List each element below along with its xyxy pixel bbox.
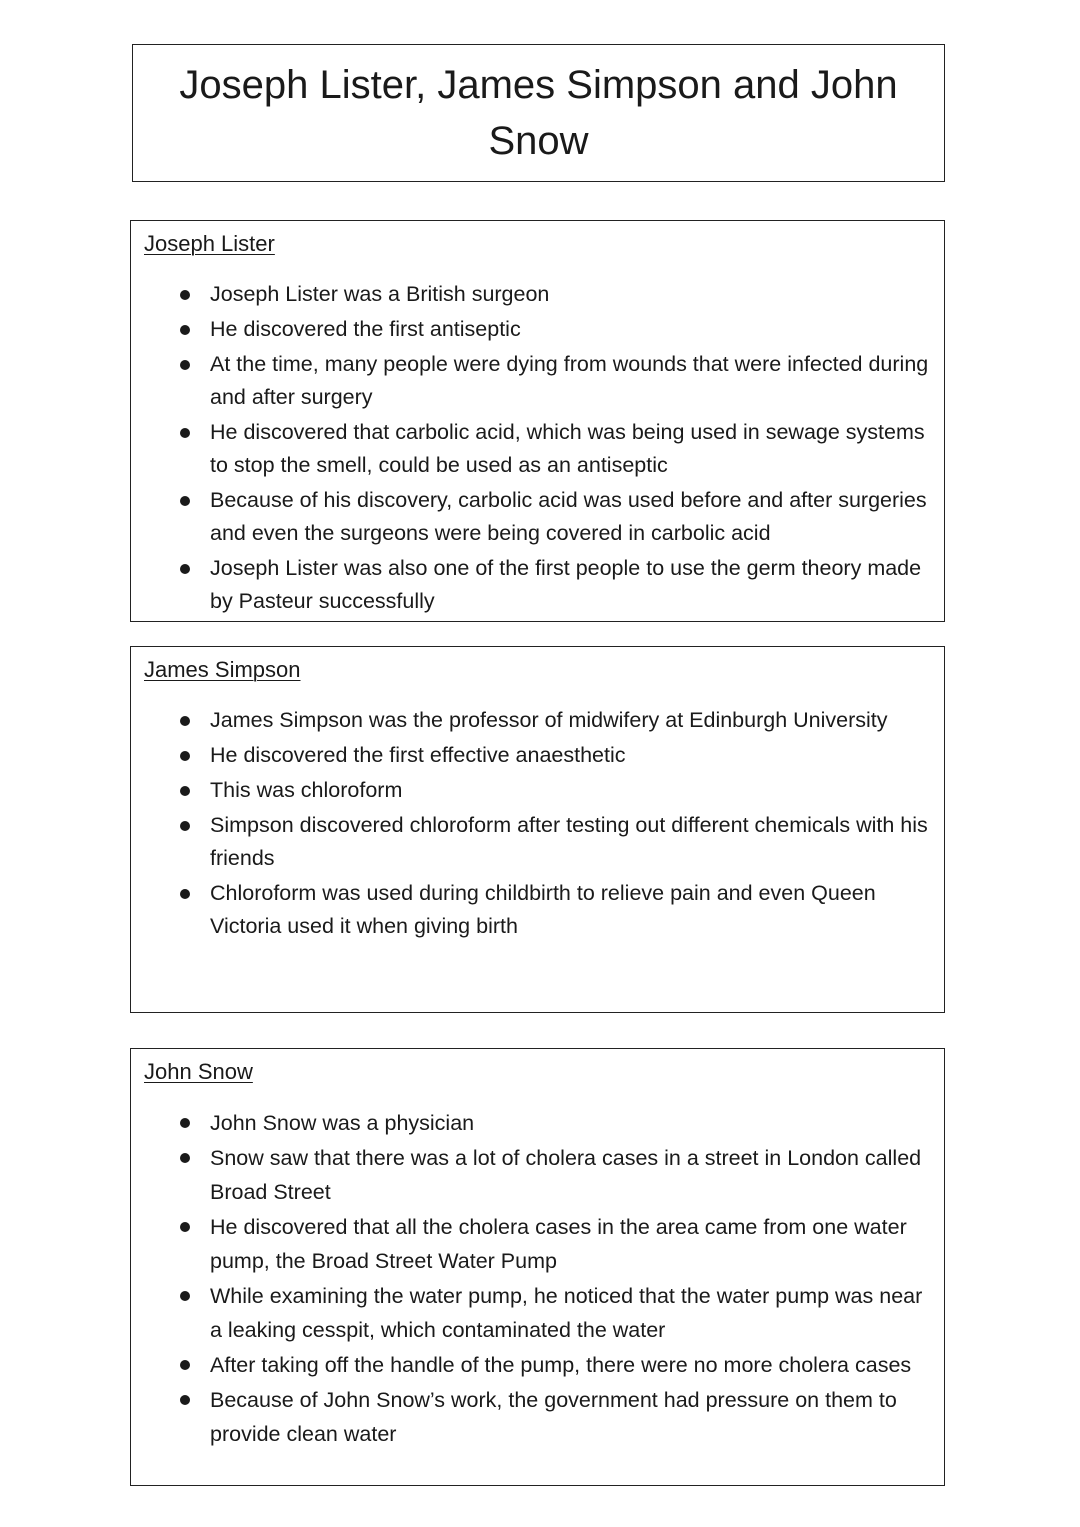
list-item: Simpson discovered chloroform after testing out different chemicals with his friends (144, 809, 932, 875)
list-item: Joseph Lister was a British surgeon (144, 278, 932, 311)
bullet-icon (180, 496, 190, 506)
list-item: At the time, many people were dying from wounds that were infected during and after surgery (144, 348, 932, 414)
bullet-list (144, 278, 932, 618)
section-james-simpson (130, 646, 945, 1013)
list-item: He discovered that all the cholera cases in the area came from one water pump, the Broad Street Water Pump (144, 1210, 932, 1278)
list-item: James Simpson was the professor of midwifery at Edinburgh University (144, 704, 932, 737)
list-item: Chloroform was used during childbirth to relieve pain and even Queen Victoria used it when giving birth (144, 877, 932, 943)
list-item: Snow saw that there was a lot of cholera cases in a street in London called Broad Street (144, 1141, 932, 1209)
bullet-icon (180, 564, 190, 574)
section-john-snow (130, 1048, 945, 1486)
bullet-list (144, 704, 932, 943)
section-joseph-lister (130, 220, 945, 622)
page-title: Joseph Lister, James Simpson and John Snow (179, 63, 898, 163)
list-item: While examining the water pump, he noticed that the water pump was near a leaking cesspit, which contaminated the water (144, 1279, 932, 1347)
bullet-icon (180, 1291, 190, 1301)
bullet-icon (180, 889, 190, 899)
bullet-icon (180, 716, 190, 726)
bullet-icon (180, 821, 190, 831)
bullet-icon (180, 1360, 190, 1370)
section-heading: John Snow (144, 1059, 253, 1084)
title-box (132, 44, 945, 182)
bullet-icon (180, 290, 190, 300)
section-heading: James Simpson (144, 657, 301, 682)
list-item: He discovered the first antiseptic (144, 313, 932, 346)
list-item: Joseph Lister was also one of the first people to use the germ theory made by Pasteur successfully (144, 552, 932, 618)
bullet-icon (180, 360, 190, 370)
section-heading: Joseph Lister (144, 231, 275, 256)
bullet-icon (180, 325, 190, 335)
list-item: He discovered that carbolic acid, which was being used in sewage systems to stop the smell, could be used as an antiseptic (144, 416, 932, 482)
bullet-list (144, 1106, 932, 1451)
bullet-icon (180, 751, 190, 761)
list-item: He discovered the first effective anaesthetic (144, 739, 932, 772)
bullet-icon (180, 1395, 190, 1405)
bullet-icon (180, 786, 190, 796)
list-item: After taking off the handle of the pump, there were no more cholera cases (144, 1348, 932, 1382)
list-item: This was chloroform (144, 774, 932, 807)
bullet-icon (180, 428, 190, 438)
bullet-icon (180, 1118, 190, 1128)
bullet-icon (180, 1222, 190, 1232)
bullet-icon (180, 1153, 190, 1163)
list-item: Because of his discovery, carbolic acid was used before and after surgeries and even the surgeons were being covered in carbolic acid (144, 484, 932, 550)
list-item: John Snow was a physician (144, 1106, 932, 1140)
list-item: Because of John Snow’s work, the government had pressure on them to provide clean water (144, 1383, 932, 1451)
